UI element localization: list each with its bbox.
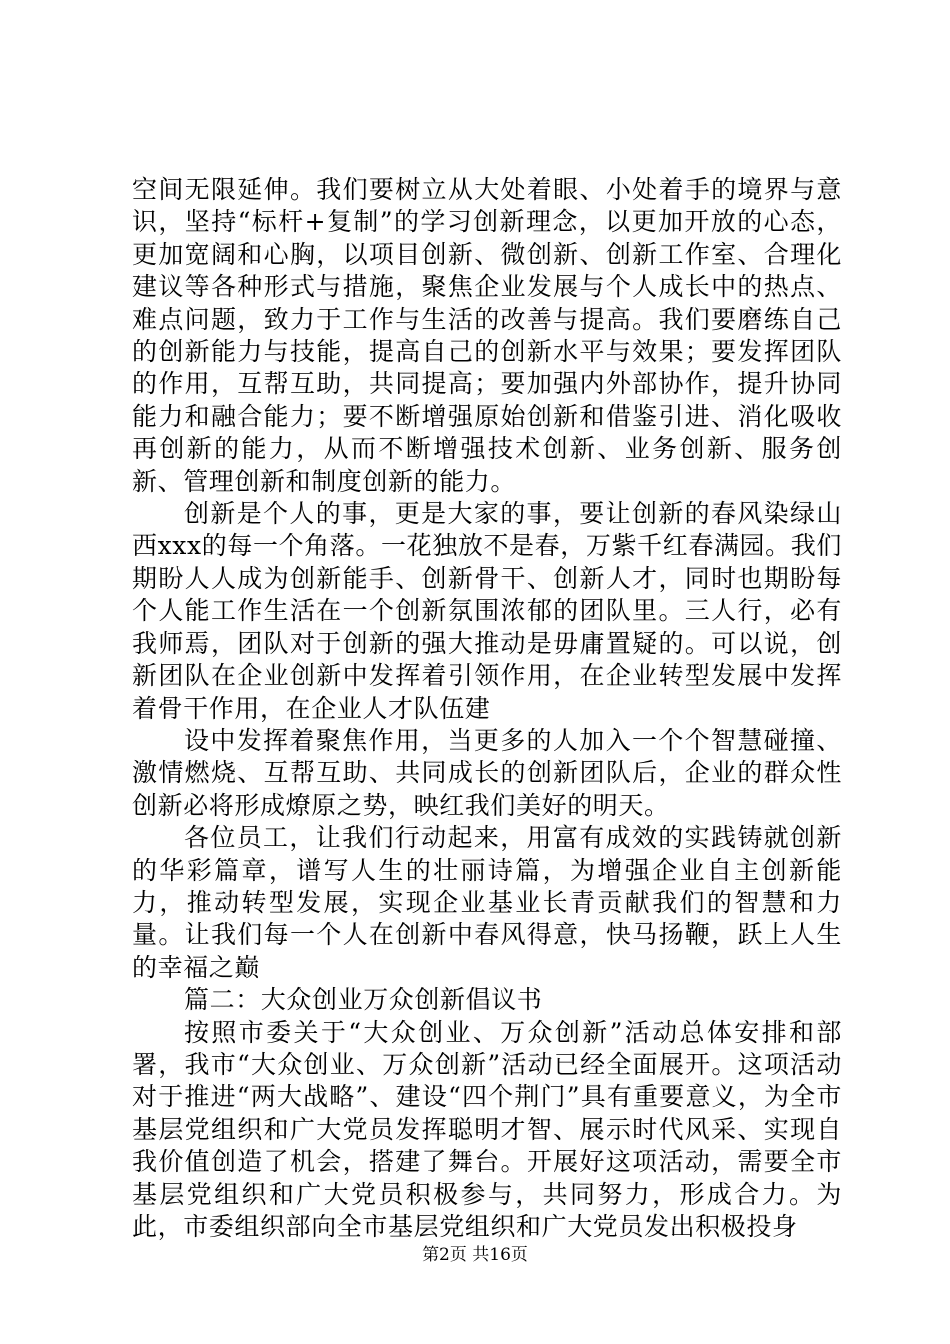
paragraph-team-focus: 设中发挥着聚焦作用，当更多的人加入一个个智慧碰撞、激情燃烧、互帮互助、共同成长的创新团队后，企业的群众性创新必将形成燎原之势，映红我们美好的明天。	[132, 725, 842, 820]
paragraph-call-to-action: 各位员工，让我们行动起来，用富有成效的实践铸就创新的华彩篇章，谱写人生的壮丽诗篇，为增强企业自主创新能力，推动转型发展，实现企业基业长青贡献我们的智慧和力量。让我们每一个人在创新中春风得意，快马扬鞭，跃上人生的幸福之巅	[132, 823, 842, 982]
document-body	[132, 174, 842, 1243]
section-heading: 篇二：大众创业万众创新倡议书	[184, 985, 543, 1015]
paragraph-continuation: 空间无限延伸。我们要树立从大处着眼、小处着手的境界与意识，坚持“标杆+复制”的学习创新理念，以更加开放的心态，更加宽阔和心胸，以项目创新、微创新、创新工作室、合理化建议等各种形式与措施，聚焦企业发展与个人成长中的热点、难点问题，致力于工作与生活的改善与提高。我们要磨练自己的创新能力与技能，提高自己的创新水平与效果；要发挥团队的作用，互帮互助，共同提高；要加强内外部协作，提升协同能力和融合能力；要不断增强原始创新和借鉴引进、消化吸收再创新的能力，从而不断增强技术创新、业务创新、服务创新、管理创新和制度创新的能力。	[132, 175, 842, 496]
paragraph-initiative: 按照市委关于“大众创业、万众创新”活动总体安排和部署，我市“大众创业、万众创新”活动已经全面展开。这项活动对于推进“两大战略”、建设“四个荆门”具有重要意义，为全市基层党组织和广大党员发挥聪明才智、展示时代风采、实现自我价值创造了机会，搭建了舞台。开展好这项活动，需要全市基层党组织和广大党员积极参与，共同努力，形成合力。为此，市委组织部向全市基层党组织和广大党员发出积极投身	[132, 1017, 842, 1241]
paragraph-team-innovation: 创新是个人的事，更是大家的事，要让创新的春风染绿山西xxx的每一个角落。一花独放不是春，万紫千红春满园。我们期盼人人成为创新能手、创新骨干、创新人才，同时也期盼每个人能工作生活在一个创新氛围浓郁的团队里。三人行，必有我师焉，团队对于创新的强大推动是毋庸置疑的。可以说，创新团队在企业创新中发挥着引领作用，在企业转型发展中发挥着骨干作用，在企业人才队伍建	[132, 499, 842, 723]
page-number-footer: 第2页 共16页	[422, 1245, 528, 1265]
